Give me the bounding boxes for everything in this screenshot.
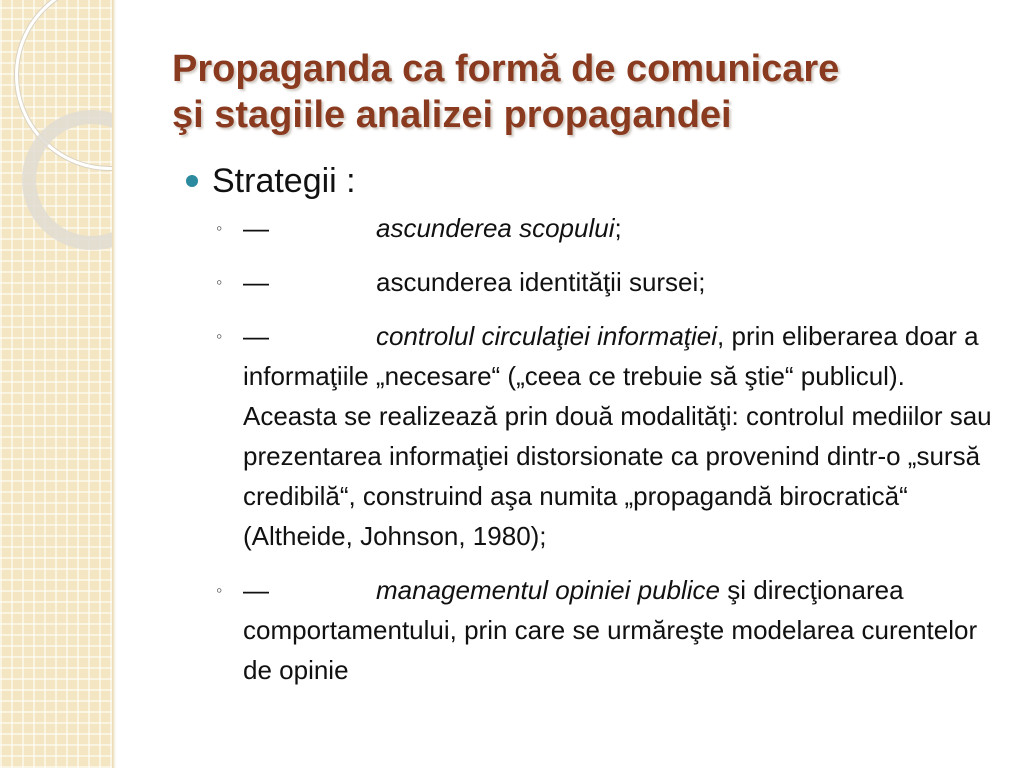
list-item (186, 570, 1001, 690)
bullet-dot-icon (186, 175, 198, 187)
em-dash: — (243, 321, 269, 351)
item-text: ; (614, 213, 622, 243)
strategy-list (186, 208, 1001, 690)
ring-bullet-icon: ◦ (216, 580, 223, 600)
ring-bullet-icon: ◦ (216, 218, 223, 238)
em-dash: — (243, 575, 269, 605)
em-dash: — (243, 267, 269, 297)
slide-title-line2: şi stagiile analizei propagandei (172, 94, 732, 136)
item-italic: ascunderea scopului (376, 213, 615, 243)
ring-bullet-icon: ◦ (216, 272, 223, 292)
item-text: , prin eliberarea doar a informaţiile „necesare“ („ceea ce trebuie să ştie“ publicul). Aceasta se realizează prin două modalităţi: controlul mediilor sau prezentarea informaţiei distorsionate ca provenind dintr-o „sursă credibilă“, construind aşa numita „propagandă birocratică“ (Altheide, Johnson, 1980); (243, 321, 992, 551)
slide-title-line1: Propaganda ca formă de comunicare (172, 48, 840, 90)
ring-bullet-icon: ◦ (216, 326, 223, 346)
strategy-heading: Strategii : (212, 162, 356, 200)
item-italic: controlul circulaţiei informaţiei (376, 321, 718, 351)
decorative-sidebar (0, 0, 112, 768)
item-italic: managementul opiniei publice (376, 575, 721, 605)
list-item (186, 316, 1001, 556)
em-dash: — (243, 213, 269, 243)
item-text: şi direcţionarea comportamentului, prin care se urmăreşte modelarea curentelor de opinie (243, 575, 978, 685)
slide-title (172, 46, 1002, 138)
list-item (186, 208, 1001, 248)
strategy-heading-item (186, 158, 1001, 204)
slide-content (186, 158, 1001, 704)
item-text: ascunderea identităţii sursei; (376, 267, 706, 297)
sidebar-edge (112, 0, 116, 768)
list-item (186, 262, 1001, 302)
